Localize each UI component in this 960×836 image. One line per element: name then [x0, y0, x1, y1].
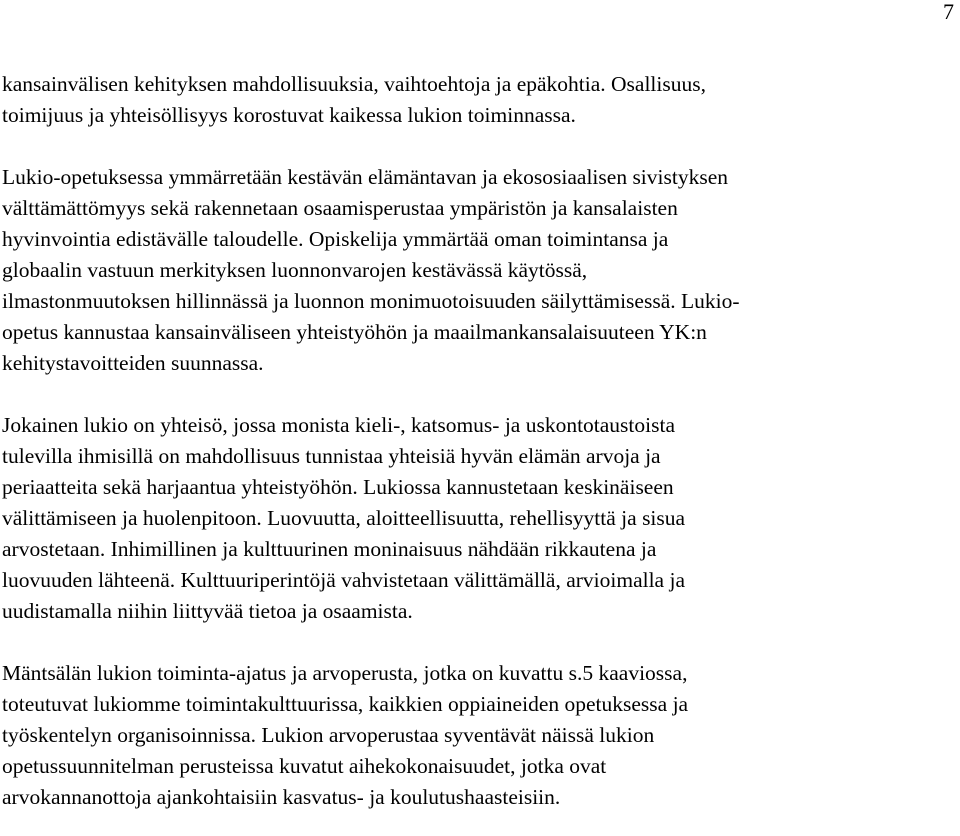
text-line: toimijuus ja yhteisöllisyys korostuvat kaikessa lukion toiminnassa.	[2, 103, 576, 127]
text-line: hyvinvointia edistävälle taloudelle. Opiskelija ymmärtää oman toimintansa ja	[2, 227, 669, 251]
text-line: luovuuden lähteenä. Kulttuuriperintöjä vahvistetaan välittämällä, arvioimalla ja	[2, 568, 685, 592]
text-line: työskentelyn organisoinnissa. Lukion arvoperustaa syventävät näissä lukion	[2, 723, 655, 747]
text-line: kehitystavoitteiden suunnassa.	[2, 351, 264, 375]
text-line: kansainvälisen kehityksen mahdollisuuksia, vaihtoehtoja ja epäkohtia. Osallisuus,	[2, 72, 706, 96]
text-line: arvostetaan. Inhimillinen ja kulttuurinen moninaisuus nähdään rikkautena ja	[2, 537, 657, 561]
paragraph-4	[2, 658, 952, 813]
paragraph-1	[2, 69, 952, 131]
paragraph-3	[2, 410, 952, 627]
text-line: toteutuvat lukiomme toimintakulttuurissa, kaikkien oppiaineiden opetuksessa ja	[2, 692, 689, 716]
text-line: periaatteita sekä harjaantua yhteistyöhön. Lukiossa kannustetaan keskinäiseen	[2, 475, 674, 499]
text-line: Lukio-opetuksessa ymmärretään kestävän elämäntavan ja ekososiaalisen sivistyksen	[2, 165, 729, 189]
text-line: uudistamalla niihin liittyvää tietoa ja osaamista.	[2, 599, 413, 623]
text-line: globaalin vastuun merkityksen luonnonvarojen kestävässä käytössä,	[2, 258, 588, 282]
text-line: Mäntsälän lukion toiminta-ajatus ja arvoperusta, jotka on kuvattu s.5 kaaviossa,	[2, 661, 688, 685]
text-line: arvokannanottoja ajankohtaisiin kasvatus- ja koulutushaasteisiin.	[2, 785, 561, 809]
paragraph-2	[2, 162, 952, 379]
page-number: 7	[943, 0, 954, 24]
text-line: tulevilla ihmisillä on mahdollisuus tunnistaa yhteisiä hyvän elämän arvoja ja	[2, 444, 661, 468]
document-body	[2, 69, 952, 813]
text-line: opetussuunnitelman perusteissa kuvatut aihekokonaisuudet, jotka ovat	[2, 754, 607, 778]
text-line: opetus kannustaa kansainväliseen yhteistyöhön ja maailmankansalaisuuteen YK:n	[2, 320, 707, 344]
text-line: ilmastonmuutoksen hillinnässä ja luonnon monimuotoisuuden säilyttämisessä. Lukio-	[2, 289, 740, 313]
text-line: välttämättömyys sekä rakennetaan osaamisperustaa ympäristön ja kansalaisten	[2, 196, 678, 220]
text-line: välittämiseen ja huolenpitoon. Luovuutta, aloitteellisuutta, rehellisyyttä ja sisua	[2, 506, 686, 530]
text-line: Jokainen lukio on yhteisö, jossa monista kieli-, katsomus- ja uskontotaustoista	[2, 413, 676, 437]
